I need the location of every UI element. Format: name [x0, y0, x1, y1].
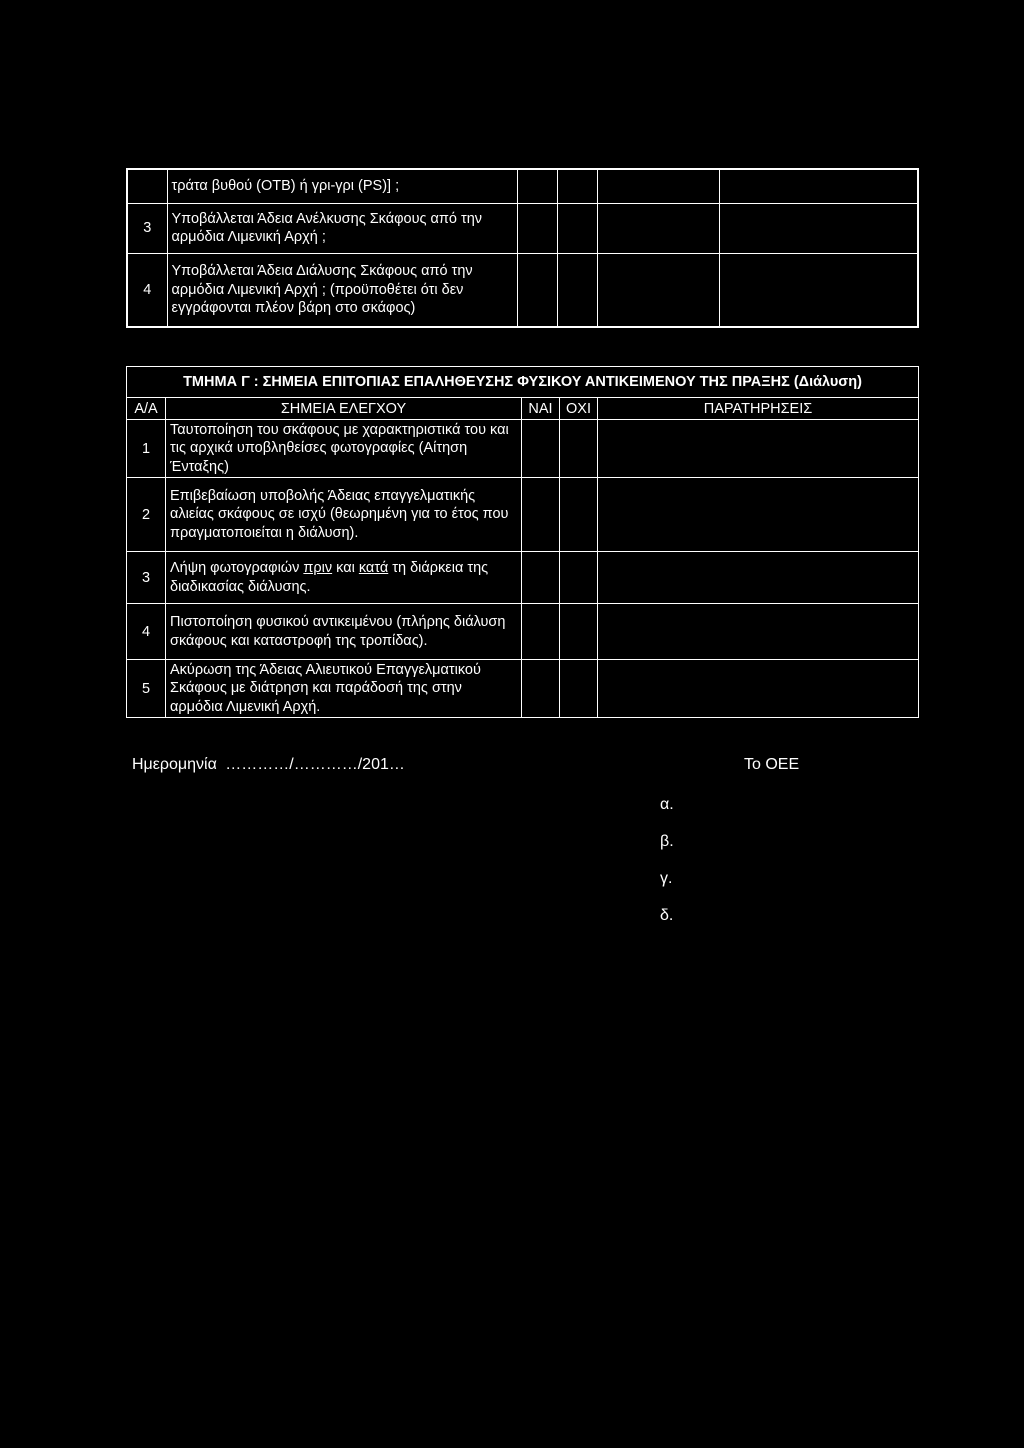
- yes-cell: [522, 478, 560, 552]
- table-row: [127, 552, 919, 604]
- row-text: Ακύρωση της Άδειας Αλιευτικού Επαγγελματικού Σκάφους με διάτρηση και παράδοσή της στην αρμόδια Λιμενική Αρχή.: [166, 660, 522, 718]
- member-c: γ.: [660, 870, 673, 887]
- remarks-cell: [719, 169, 918, 203]
- header-aa: Α/Α: [127, 398, 166, 420]
- no-cell: [560, 478, 598, 552]
- yes-cell: [522, 604, 560, 660]
- table-row: [127, 253, 918, 327]
- cell: [597, 169, 719, 203]
- header-points: ΣΗΜΕΙΑ ΕΛΕΓΧΟΥ: [166, 398, 522, 420]
- checklist-continued-table: [126, 168, 919, 328]
- row-text: Επιβεβαίωση υποβολής Άδειας επαγγελματικής αλιείας σκάφους σε ισχύ (θεωρημένη για το έτος που πραγματοποιείται η διάλυση).: [166, 478, 522, 552]
- row-number: 4: [127, 253, 167, 327]
- text-part: και: [332, 560, 359, 576]
- row-number: 1: [127, 420, 166, 478]
- committee-label: Το ΟΕΕ: [744, 756, 800, 773]
- remarks-cell: [598, 552, 919, 604]
- yes-cell: [517, 203, 557, 253]
- cell: [597, 203, 719, 253]
- row-text: Υποβάλλεται Άδεια Ανέλκυσης Σκάφους από την αρμόδια Λιμενική Αρχή ;: [167, 203, 517, 253]
- remarks-cell: [719, 203, 918, 253]
- row-number: 4: [127, 604, 166, 660]
- table-row: [127, 660, 919, 718]
- no-cell: [560, 552, 598, 604]
- member-a: α.: [660, 796, 674, 813]
- text-underlined-before: πριν: [303, 560, 333, 576]
- text-underlined-during: κατά: [358, 560, 389, 576]
- no-cell: [560, 604, 598, 660]
- row-number: [127, 169, 167, 203]
- header-no: ΟΧΙ: [560, 398, 598, 420]
- header-remarks: ΠΑΡΑΤΗΡΗΣΕΙΣ: [598, 398, 919, 420]
- date-value: …………/…………/201…: [225, 756, 405, 773]
- yes-cell: [517, 253, 557, 327]
- no-cell: [557, 203, 597, 253]
- row-number: 3: [127, 203, 167, 253]
- text-part: Λήψη φωτογραφιών: [170, 560, 304, 576]
- yes-cell: [522, 660, 560, 718]
- remarks-cell: [598, 478, 919, 552]
- no-cell: [560, 660, 598, 718]
- remarks-cell: [598, 604, 919, 660]
- row-number: 2: [127, 478, 166, 552]
- cell: [597, 253, 719, 327]
- member-d: δ.: [660, 907, 674, 924]
- no-cell: [557, 169, 597, 203]
- remarks-cell: [598, 660, 919, 718]
- row-text: Ταυτοποίηση του σκάφους με χαρακτηριστικά του και τις αρχικά υποβληθείσες φωτογραφίες (Αίτηση Ένταξης): [166, 420, 522, 478]
- row-text: τράτα βυθού (ΟΤΒ) ή γρι-γρι (PS)] ;: [167, 169, 517, 203]
- row-text: Πιστοποίηση φυσικού αντικειμένου (πλήρης διάλυση σκάφους και καταστροφή της τροπίδας).: [166, 604, 522, 660]
- table-row: [127, 169, 918, 203]
- remarks-cell: [719, 253, 918, 327]
- date-line: [132, 756, 405, 774]
- yes-cell: [522, 552, 560, 604]
- section-title: ΤΜΗΜΑ Γ : ΣΗΜΕΙΑ ΕΠΙΤΟΠΙΑΣ ΕΠΑΛΗΘΕΥΣΗΣ ΦΥΣΙΚΟΥ ΑΝΤΙΚΕΙΜΕΝΟΥ ΤΗΣ ΠΡΑΞΗΣ (Διάλυση): [127, 367, 919, 398]
- table-row: [127, 478, 919, 552]
- yes-cell: [522, 420, 560, 478]
- no-cell: [560, 420, 598, 478]
- section-c-table: [126, 366, 919, 718]
- table-row: [127, 604, 919, 660]
- row-text: Υποβάλλεται Άδεια Διάλυσης Σκάφους από την αρμόδια Λιμενική Αρχή ; (προϋποθέτει ότι δεν εγγράφονται πλέον βάρη στο σκάφος): [167, 253, 517, 327]
- table-row: [127, 420, 919, 478]
- row-text: [166, 552, 522, 604]
- row-number: 3: [127, 552, 166, 604]
- text-part: τη διάρκεια της διαδικασίας διάλυσης.: [170, 560, 489, 595]
- member-b: β.: [660, 833, 674, 850]
- table-row: [127, 203, 918, 253]
- yes-cell: [517, 169, 557, 203]
- header-row: [127, 398, 919, 420]
- section-title-row: [127, 367, 919, 398]
- no-cell: [557, 253, 597, 327]
- header-yes: ΝΑΙ: [522, 398, 560, 420]
- remarks-cell: [598, 420, 919, 478]
- row-number: 5: [127, 660, 166, 718]
- date-label: Ημερομηνία: [132, 756, 217, 773]
